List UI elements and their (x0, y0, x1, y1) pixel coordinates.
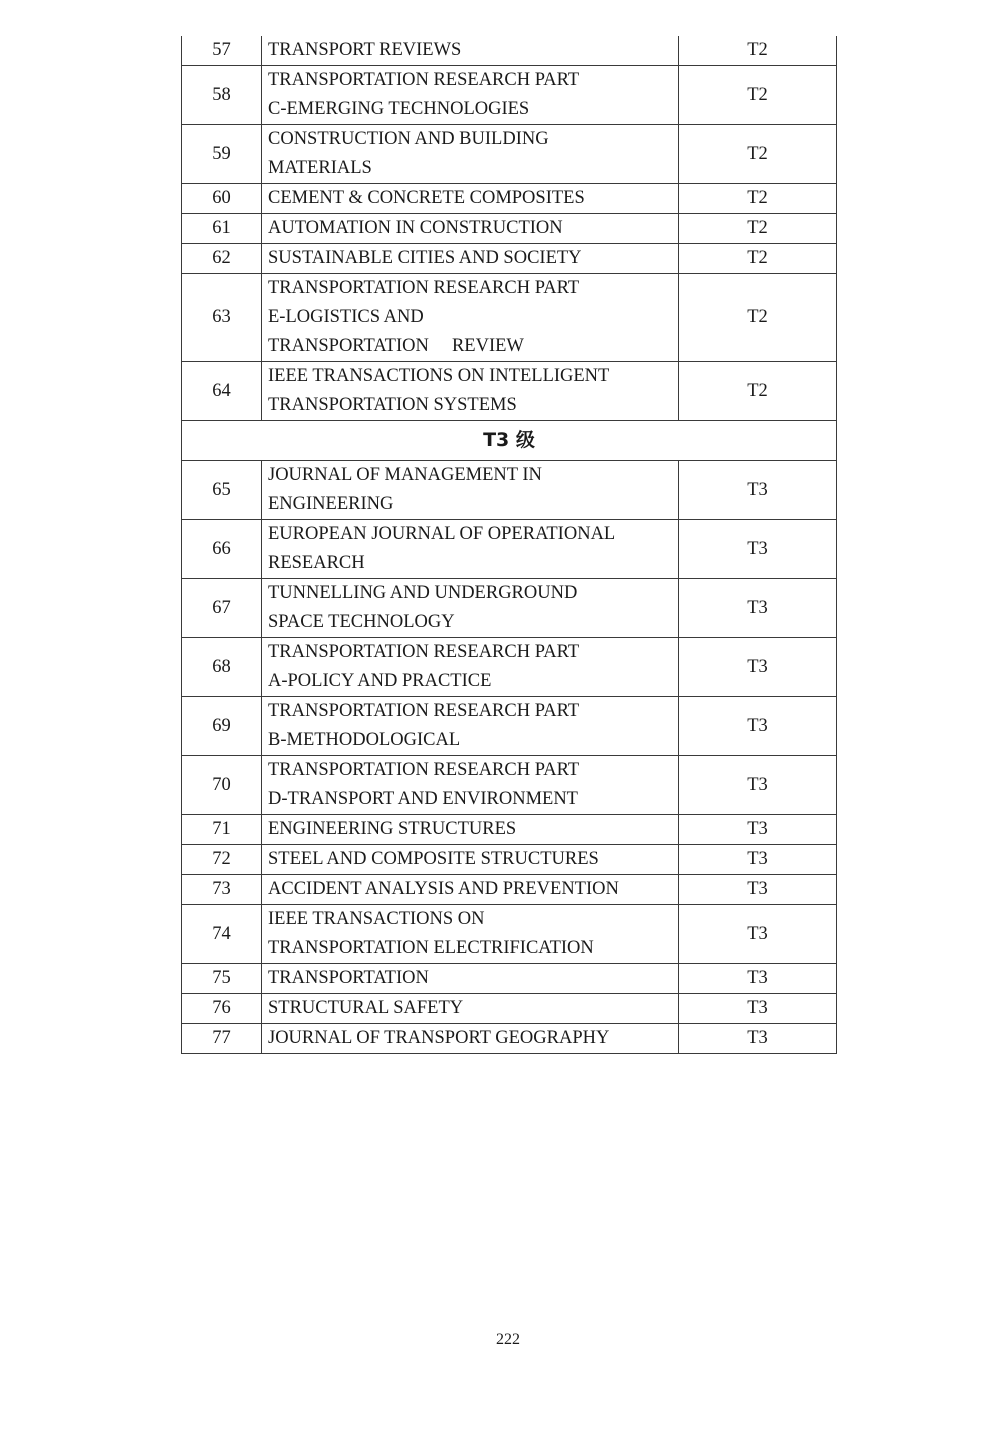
journal-name-line: TRANSPORTATION RESEARCH PART (268, 701, 580, 721)
row-number-cell: 67 (182, 579, 262, 638)
journal-table-body (182, 36, 837, 1054)
level-cell: T3 (679, 875, 837, 905)
journal-name-cell (262, 244, 679, 274)
level-cell: T3 (679, 756, 837, 815)
level-cell: T2 (679, 184, 837, 214)
journal-name-cell (262, 214, 679, 244)
level-cell: T3 (679, 461, 837, 520)
row-number-cell: 63 (182, 274, 262, 362)
journal-name-cell (262, 845, 679, 875)
journal-name-line: CEMENT & CONCRETE COMPOSITES (268, 188, 585, 208)
journal-name-line: IEEE TRANSACTIONS ON INTELLIGENT (268, 366, 610, 386)
row-number-cell: 76 (182, 994, 262, 1024)
row-number-cell: 62 (182, 244, 262, 274)
journal-name-line: ENGINEERING STRUCTURES (268, 819, 517, 839)
journal-name-cell (262, 362, 679, 421)
journal-name-line: TRANSPORT REVIEWS (268, 40, 462, 60)
journal-name-line: JOURNAL OF MANAGEMENT IN (268, 465, 542, 485)
journal-name-cell (262, 875, 679, 905)
table-row (182, 125, 837, 184)
journal-name-line: TRANSPORTATION (268, 968, 429, 988)
level-cell: T2 (679, 36, 837, 66)
table-row (182, 274, 837, 362)
journal-name-cell (262, 520, 679, 579)
journal-name-line: SUSTAINABLE CITIES AND SOCIETY (268, 248, 582, 268)
journal-name-cell (262, 125, 679, 184)
level-cell: T3 (679, 994, 837, 1024)
journal-name-line: B-METHODOLOGICAL (268, 730, 461, 750)
journal-name-cell (262, 1024, 679, 1054)
journal-name-line: TRANSPORTATION ELECTRIFICATION (268, 938, 594, 958)
level-cell: T2 (679, 244, 837, 274)
row-number-cell: 75 (182, 964, 262, 994)
journal-name-line: ENGINEERING (268, 494, 394, 514)
section-header-t3: T3 级 (182, 421, 837, 461)
level-cell: T2 (679, 66, 837, 125)
level-cell: T3 (679, 845, 837, 875)
journal-name-line: C-EMERGING TECHNOLOGIES (268, 99, 530, 119)
level-cell: T3 (679, 964, 837, 994)
table-row (182, 638, 837, 697)
level-cell: T2 (679, 274, 837, 362)
journal-name-cell (262, 697, 679, 756)
journal-name-line: RESEARCH (268, 553, 365, 573)
row-number-cell: 60 (182, 184, 262, 214)
journal-name-line: MATERIALS (268, 158, 372, 178)
row-number-cell: 73 (182, 875, 262, 905)
journal-name-cell (262, 274, 679, 362)
table-row (182, 244, 837, 274)
journal-name-line: SPACE TECHNOLOGY (268, 612, 455, 632)
table-row (182, 815, 837, 845)
journal-name-cell (262, 461, 679, 520)
journal-name-cell (262, 184, 679, 214)
row-number-cell: 77 (182, 1024, 262, 1054)
journal-name-cell (262, 36, 679, 66)
journal-ranking-table (181, 36, 837, 1054)
row-number-cell: 70 (182, 756, 262, 815)
page-number: 222 (496, 1331, 520, 1348)
table-row (182, 697, 837, 756)
table-row (182, 36, 837, 66)
journal-name-line: TUNNELLING AND UNDERGROUND (268, 583, 578, 603)
row-number-cell: 74 (182, 905, 262, 964)
journal-name-line: TRANSPORTATION SYSTEMS (268, 395, 517, 415)
level-cell: T3 (679, 579, 837, 638)
level-cell: T2 (679, 125, 837, 184)
journal-name-line: TRANSPORTATION RESEARCH PART (268, 642, 580, 662)
journal-name-cell (262, 756, 679, 815)
journal-name-line: D-TRANSPORT AND ENVIRONMENT (268, 789, 578, 809)
journal-name-line: AUTOMATION IN CONSTRUCTION (268, 218, 563, 238)
level-cell: T2 (679, 362, 837, 421)
row-number-cell: 65 (182, 461, 262, 520)
journal-name-line: TRANSPORTATION RESEARCH PART (268, 70, 580, 90)
journal-name-line: TRANSPORTATION RESEARCH PART (268, 278, 580, 298)
row-number-cell: 71 (182, 815, 262, 845)
row-number-cell: 69 (182, 697, 262, 756)
table-row (182, 520, 837, 579)
level-cell: T3 (679, 697, 837, 756)
table-row (182, 461, 837, 520)
journal-name-cell (262, 994, 679, 1024)
journal-name-cell (262, 964, 679, 994)
journal-name-line: STRUCTURAL SAFETY (268, 998, 464, 1018)
level-cell: T2 (679, 214, 837, 244)
section-header-row (182, 421, 837, 461)
level-cell: T3 (679, 638, 837, 697)
row-number-cell: 66 (182, 520, 262, 579)
table-row (182, 214, 837, 244)
level-cell: T3 (679, 815, 837, 845)
table-row (182, 905, 837, 964)
journal-name-cell (262, 815, 679, 845)
level-cell: T3 (679, 1024, 837, 1054)
table-row (182, 964, 837, 994)
table-row (182, 579, 837, 638)
table-row (182, 66, 837, 125)
journal-name-line: A-POLICY AND PRACTICE (268, 671, 492, 691)
row-number-cell: 68 (182, 638, 262, 697)
table-row (182, 362, 837, 421)
row-number-cell: 57 (182, 36, 262, 66)
journal-name-line: ACCIDENT ANALYSIS AND PREVENTION (268, 879, 619, 899)
table-row (182, 994, 837, 1024)
journal-name-cell (262, 905, 679, 964)
table-row (182, 845, 837, 875)
journal-name-cell (262, 66, 679, 125)
journal-name-line: IEEE TRANSACTIONS ON (268, 909, 485, 929)
level-cell: T3 (679, 905, 837, 964)
row-number-cell: 61 (182, 214, 262, 244)
row-number-cell: 59 (182, 125, 262, 184)
journal-name-line: STEEL AND COMPOSITE STRUCTURES (268, 849, 599, 869)
journal-name-cell (262, 579, 679, 638)
journal-name-line: TRANSPORTATION REVIEW (268, 336, 524, 356)
table-row (182, 184, 837, 214)
level-cell: T3 (679, 520, 837, 579)
journal-name-line: EUROPEAN JOURNAL OF OPERATIONAL (268, 524, 616, 544)
row-number-cell: 72 (182, 845, 262, 875)
table-row (182, 875, 837, 905)
row-number-cell: 64 (182, 362, 262, 421)
journal-name-line: CONSTRUCTION AND BUILDING (268, 129, 549, 149)
journal-name-line: E-LOGISTICS AND (268, 307, 424, 327)
journal-name-line: JOURNAL OF TRANSPORT GEOGRAPHY (268, 1028, 610, 1048)
journal-name-cell (262, 638, 679, 697)
journal-name-line: TRANSPORTATION RESEARCH PART (268, 760, 580, 780)
row-number-cell: 58 (182, 66, 262, 125)
table-row (182, 756, 837, 815)
table-row (182, 1024, 837, 1054)
